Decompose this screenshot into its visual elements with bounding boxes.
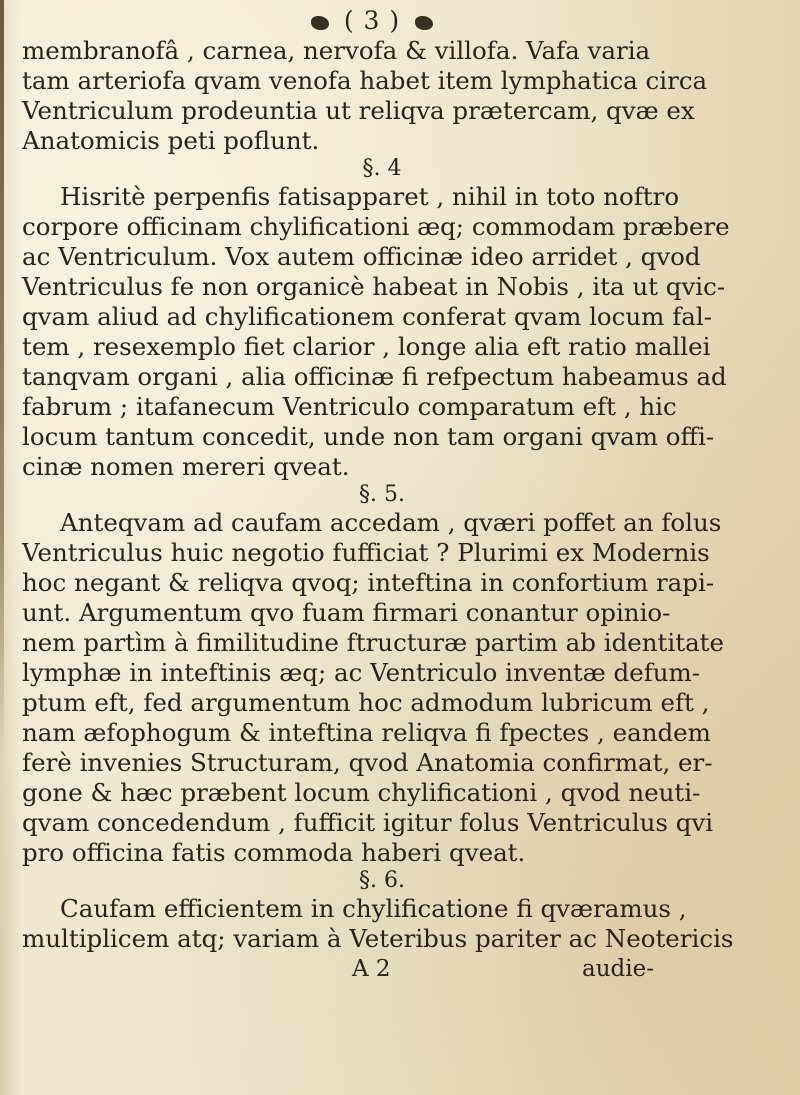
text-line: qvam aliud ad chylificationem conferat qvam locum fal- bbox=[22, 302, 712, 331]
text-line: fabrum ; itafanecum Ventriculo comparatum eft , hic bbox=[22, 392, 677, 421]
page-number: ( 3 ) bbox=[343, 6, 401, 35]
text-line: ac Ventriculum. Vox autem officinæ ideo arridet , qvod bbox=[22, 242, 701, 271]
ornament-left-icon bbox=[311, 16, 329, 30]
text-line: hoc negant & reliqva qvoq; inteftina in confortium rapi- bbox=[22, 568, 715, 597]
section-heading-4: §. 4 bbox=[362, 156, 402, 181]
text-line: corpore officinam chylificationi æq; commodam præbere bbox=[22, 212, 730, 241]
page-footer bbox=[22, 954, 762, 984]
catchword: audie- bbox=[582, 956, 654, 982]
paragraph-5 bbox=[22, 508, 762, 868]
text-line: Ventriculus fe non organicè habeat in Nobis , ita ut qvic- bbox=[22, 272, 726, 301]
section-heading-6: §. 6. bbox=[359, 868, 405, 893]
binding-gutter bbox=[0, 0, 4, 760]
text-line: tam arteriofa qvam venofa habet item lymphatica circa bbox=[22, 66, 708, 95]
paragraph-6 bbox=[22, 894, 762, 954]
text-line: pro officina fatis commoda haberi qveat. bbox=[22, 838, 526, 867]
text-line: Caufam efficientem in chylificatione fi qværamus , bbox=[60, 894, 687, 923]
page-text bbox=[22, 6, 762, 984]
opening-paragraph bbox=[22, 36, 762, 156]
text-line: tem , resexemplo fiet clarior , longe alia eft ratio mallei bbox=[22, 332, 711, 361]
text-line: Ventriculus huic negotio fufficiat ? Plurimi ex Modernis bbox=[22, 538, 710, 567]
text-line: Anatomicis peti poflunt. bbox=[22, 126, 320, 155]
text-line: Hisritè perpenfis fatisapparet , nihil in toto noftro bbox=[60, 182, 680, 211]
section-heading-5: §. 5. bbox=[359, 482, 405, 507]
paragraph-4 bbox=[22, 182, 762, 482]
ornament-right-icon bbox=[415, 16, 433, 30]
text-line: cinæ nomen mereri qveat. bbox=[22, 452, 350, 481]
page-number-header bbox=[0, 6, 762, 36]
text-line: nam æfophogum & inteftina reliqva fi fpectes , eandem bbox=[22, 718, 711, 747]
text-line: Anteqvam ad caufam accedam , qværi poffet an folus bbox=[60, 508, 722, 537]
text-line: tanqvam organi , alia officinæ fi refpectum habeamus ad bbox=[22, 362, 727, 391]
signature-mark: A 2 bbox=[352, 956, 391, 982]
text-line: Ventriculum prodeuntia ut reliqva prætercam, qvæ ex bbox=[22, 96, 695, 125]
text-line: nem partìm à fimilitudine ftructuræ partim ab identitate bbox=[22, 628, 725, 657]
text-line: ptum eft, fed argumentum hoc admodum lubricum eft , bbox=[22, 688, 710, 717]
text-line: multiplicem atq; variam à Veteribus pariter ac Neotericis bbox=[22, 924, 734, 953]
text-line: membranofâ , carnea, nervofa & villofa. Vafa varia bbox=[22, 36, 651, 65]
text-line: locum tantum concedit, unde non tam organi qvam offi- bbox=[22, 422, 715, 451]
text-line: gone & hæc præbent locum chylificationi , qvod neuti- bbox=[22, 778, 701, 807]
text-line: qvam concedendum , fufficit igitur folus Ventriculus qvi bbox=[22, 808, 714, 837]
text-line: lymphæ in inteftinis æq; ac Ventriculo inventæ defum- bbox=[22, 658, 701, 687]
text-line: ferè invenies Structuram, qvod Anatomia confirmat, er- bbox=[22, 748, 713, 777]
text-line: unt. Argumentum qvo fuam firmari conantur opinio- bbox=[22, 598, 671, 627]
